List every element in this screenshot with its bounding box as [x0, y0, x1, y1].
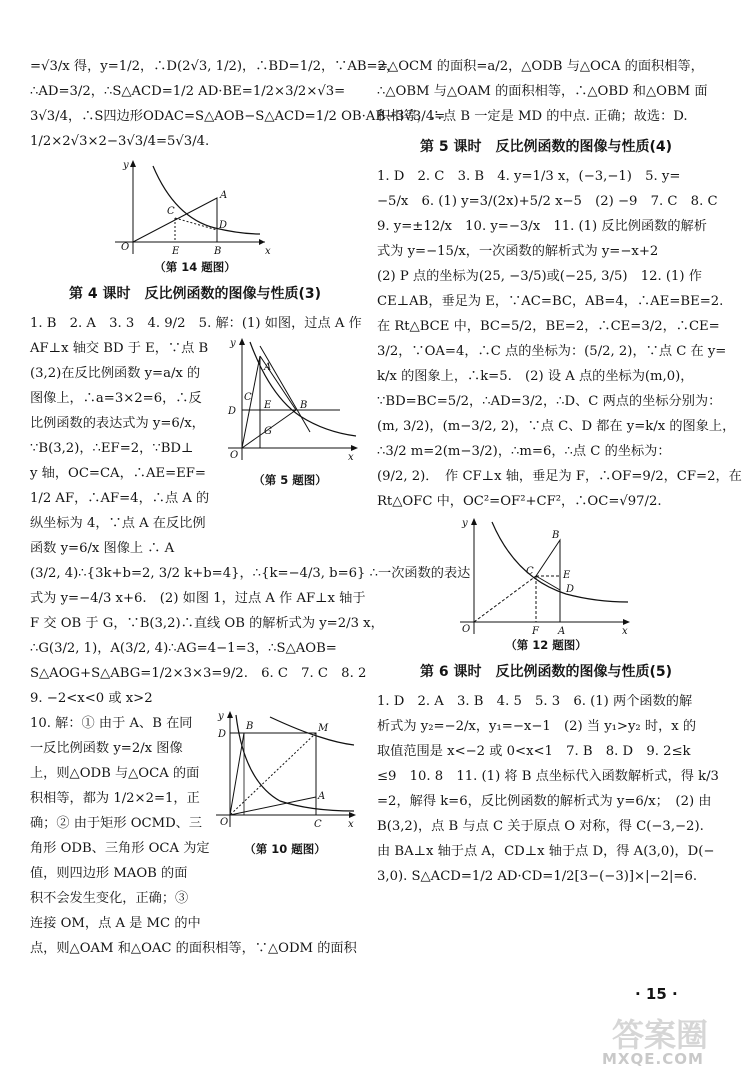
text-line: (3,2)在反比例函数 y=a/x 的	[30, 366, 201, 381]
text-line: 确；② 由于矩形 OCMD、三	[30, 816, 203, 831]
text-line: 比例函数的表达式为 y=6/x，	[30, 416, 205, 431]
text-line: 1/2 AF，∴AF=4，∴点 A 的	[30, 491, 210, 506]
label-y: y	[230, 338, 236, 349]
text-line: S△AOG+S△ABG=1/2×3×3=9/2. 6. C 7. C 8. 2	[30, 666, 367, 681]
label-x: x	[348, 819, 354, 830]
label-F: F	[532, 626, 539, 637]
label-y: y	[218, 711, 224, 722]
text-line: −5/x 6. (1) y=3/(2x)+5/2 x−5 (2) −9 7. C 8. C	[377, 194, 718, 209]
figure-5-caption: （第 5 题图）	[253, 473, 327, 487]
text-line: 式为 y=−15/x，一次函数的解析式为 y=−x+2	[377, 244, 659, 259]
text-line: 函数 y=6/x 图像上 ∴ A	[30, 541, 175, 556]
section-title-4: 第 4 课时 反比例函数的图像与性质(3)	[68, 286, 322, 302]
text-line: (m, 3/2)，(m−3/2, 2)，∵点 C、D 都在 y=k/x 的图象上，	[377, 419, 736, 434]
text-line: 9. y=±12/x 10. y=−3/x 11. (1) 反比例函数的解析	[377, 219, 707, 234]
label-D: D	[219, 220, 228, 231]
figure-10-wrapper	[210, 711, 360, 858]
text-line: Rt△OFC 中，OC²=OF²+CF²，∴OC=√97/2.	[377, 494, 662, 509]
text-line: 图像上，∴a=3×2=6，∴反	[30, 391, 202, 406]
label-C: C	[244, 392, 252, 403]
text-line: ∵BD=BC=5/2，∴AD=3/2，∴D、C 两点的坐标分别为：	[377, 394, 722, 409]
watermark-glyphs: 答案圈	[612, 1016, 709, 1054]
section-6-body	[377, 689, 719, 889]
figure-12	[456, 518, 636, 636]
section-5-body	[377, 164, 742, 514]
text-line: 积相等，∴点 B 一定是 MD 的中点. 正确；故选：D.	[377, 109, 688, 124]
text-line: ≤9 10. 8 11. (1) 将 B 点坐标代入函数解析式，得 k/3	[377, 769, 719, 784]
text-line: 取值范围是 x<−2 或 0<x<1 7. B 8. D 9. 2≤k	[377, 744, 691, 759]
figure-14-caption: （第 14 题图）	[154, 260, 236, 274]
label-C: C	[526, 566, 534, 577]
text-line: 3,0). S△ACD=1/2 AD·CD=1/2[3−(−3)]×|−2|=6.	[377, 869, 698, 884]
section-title-6: 第 6 课时 反比例函数的图像与性质(5)	[419, 664, 673, 680]
figure-5	[220, 336, 360, 462]
left-column	[30, 54, 471, 961]
text-line: AF⊥x 轴交 BD 于 E，∵点 B	[30, 341, 209, 356]
figure-10-caption: （第 10 题图）	[244, 842, 326, 856]
text-line: B(3,2)，点 B 与点 C 关于原点 O 对称，得 C(−3,−2).	[377, 819, 704, 834]
text-line: 1. D 2. C 3. B 4. y=1/3 x，(−3,−1) 5. y=	[377, 169, 681, 184]
text-line: y 轴，OC=CA，∴AE=EF=	[30, 466, 206, 481]
text-line: F 交 OB 于 G，∵B(3,2)∴直线 OB 的解析式为 y=2/3 x，	[30, 616, 384, 631]
text-line: (3/2, 4)∴{3k+b=2, 3/2 k+b=4}，∴{k=−4/3, b=6} ∴一次函数的表达	[30, 566, 471, 581]
label-B: B	[300, 400, 308, 411]
label-O: O	[220, 817, 229, 828]
label-D: D	[228, 406, 237, 417]
text-line: (9/2, 2)． 作 CF⊥x 轴，垂足为 F，∴OF=9/2，CF=2，在	[377, 469, 742, 484]
text-line: ∵B(3,2)，∴EF=2，∵BD⊥	[30, 441, 194, 456]
label-y: y	[462, 518, 468, 529]
text-line: 3√3/4，∴S四边形ODAC=S△AOB−S△ACD=1/2 OB·AB−3√3/4=	[30, 109, 446, 124]
question-10-body	[30, 711, 360, 961]
text-line: ∴G(3/2, 1)，A(3/2, 4)∴AG=4−1=3，∴S△AOB=	[30, 641, 337, 656]
text-line: 由 BA⊥x 轴于点 A，CD⊥x 轴于点 D，得 A(3,0)，D(−	[377, 844, 715, 859]
text-line: 点，则△OAM 和△OAC 的面积相等，∵△ODM 的面积	[30, 941, 357, 956]
label-O: O	[230, 450, 239, 461]
label-B: B	[214, 246, 222, 257]
text-line: 析式为 y₂=−2/x，y₁=−x−1 (2) 当 y₁>y₂ 时，x 的	[377, 719, 697, 734]
text-line: 9. −2<x<0 或 x>2	[30, 691, 153, 706]
figure-5-wrapper	[220, 336, 360, 489]
label-M: M	[318, 723, 329, 734]
label-C: C	[167, 206, 175, 217]
label-y: y	[123, 160, 129, 171]
page-number: · 15 ·	[635, 985, 678, 1003]
text-line: ∴△OBM 与△OAM 的面积相等，∴△OBD 和△OBM 面	[377, 84, 708, 99]
figure-10	[210, 711, 360, 831]
label-x: x	[622, 626, 628, 637]
text-line: 1. B 2. A 3. 3 4. 9/2 5. 解：(1) 如图，过点 A 作	[30, 316, 362, 331]
watermark-url: MXQE.COM	[602, 1050, 704, 1068]
text-line: ∴3/2 m=2(m−3/2)，∴m=6，∴点 C 的坐标为：	[377, 444, 671, 459]
text-line: 连接 OM，点 A 是 MC 的中	[30, 916, 201, 931]
watermark-logo	[598, 1010, 738, 1072]
figure-12-caption: （第 12 题图）	[505, 638, 587, 652]
text-line: 值，则四边形 MAOB 的面	[30, 866, 188, 881]
label-E: E	[172, 246, 180, 257]
label-O: O	[121, 242, 130, 253]
text-line: 1/2×2√3×2−3√3/4=5√3/4.	[30, 134, 210, 149]
text-line: ∴AD=3/2，∴S△ACD=1/2 AD·BE=1/2×3/2×√3=	[30, 84, 346, 99]
figure-14	[115, 158, 275, 258]
text-line: (2) P 点的坐标为(25, −3/5)或(−25, 3/5) 12. (1) 作	[377, 269, 702, 284]
text-line: 3/2，∵OA=4，∴C 点的坐标为：(5/2, 2)，∵点 C 在 y=	[377, 344, 727, 359]
text-line: 积不会发生变化，正确；③	[30, 891, 189, 906]
label-A: A	[220, 190, 228, 201]
text-line: 上，则△ODB 与△OCA 的面	[30, 766, 200, 781]
text-line: k/x 的图象上，∴k=5. (2) 设 A 点的坐标为(m,0)，	[377, 369, 694, 384]
label-A: A	[318, 791, 326, 802]
label-B: B	[552, 530, 560, 541]
text-line: =△OCM 的面积=a/2，△ODB 与△OCA 的面积相等，	[377, 59, 704, 74]
label-O: O	[462, 624, 471, 635]
text-line: 积相等，都为 1/2×2=1，正	[30, 791, 200, 806]
right-column	[377, 54, 742, 889]
text-line: =2，解得 k=6，反比例函数的解析式为 y=6/x； (2) 由	[377, 794, 712, 809]
label-G: G	[264, 426, 272, 437]
text-line: 在 Rt△BCE 中，BC=5/2，BE=2，∴CE=3/2，∴CE=	[377, 319, 720, 334]
text-line: 纵坐标为 4，∵点 A 在反比例	[30, 516, 206, 531]
section-4-body	[30, 311, 471, 711]
text-line: 式为 y=−4/3 x+6. (2) 如图 1，过点 A 作 AF⊥x 轴于	[30, 591, 366, 606]
label-C: C	[314, 819, 322, 830]
label-A: A	[558, 626, 566, 637]
label-E: E	[563, 570, 571, 581]
label-B: B	[246, 721, 254, 732]
label-x: x	[348, 452, 354, 463]
label-A: A	[264, 362, 272, 373]
label-D: D	[566, 584, 575, 595]
text-line: 角形 ODB、三角形 OCA 为定	[30, 841, 210, 856]
label-E: E	[264, 400, 272, 411]
text-line: 一反比例函数 y=2/x 图像	[30, 741, 183, 756]
right-top-text	[377, 54, 715, 129]
left-top-text	[30, 54, 446, 154]
text-line: CE⊥AB，垂足为 E，∵AC=BC，AB=4，∴AE=BE=2.	[377, 294, 724, 309]
section-title-5: 第 5 课时 反比例函数的图像与性质(4)	[419, 139, 673, 155]
label-D: D	[218, 729, 227, 740]
text-line: 1. D 2. A 3. B 4. 5 5. 3 6. (1) 两个函数的解	[377, 694, 693, 709]
text-line: =√3/x 得，y=1/2，∴D(2√3, 1/2)，∴BD=1/2，∵AB=2，	[30, 59, 400, 74]
text-line: 10. 解：① 由于 A、B 在同	[30, 716, 193, 731]
label-x: x	[265, 246, 271, 257]
